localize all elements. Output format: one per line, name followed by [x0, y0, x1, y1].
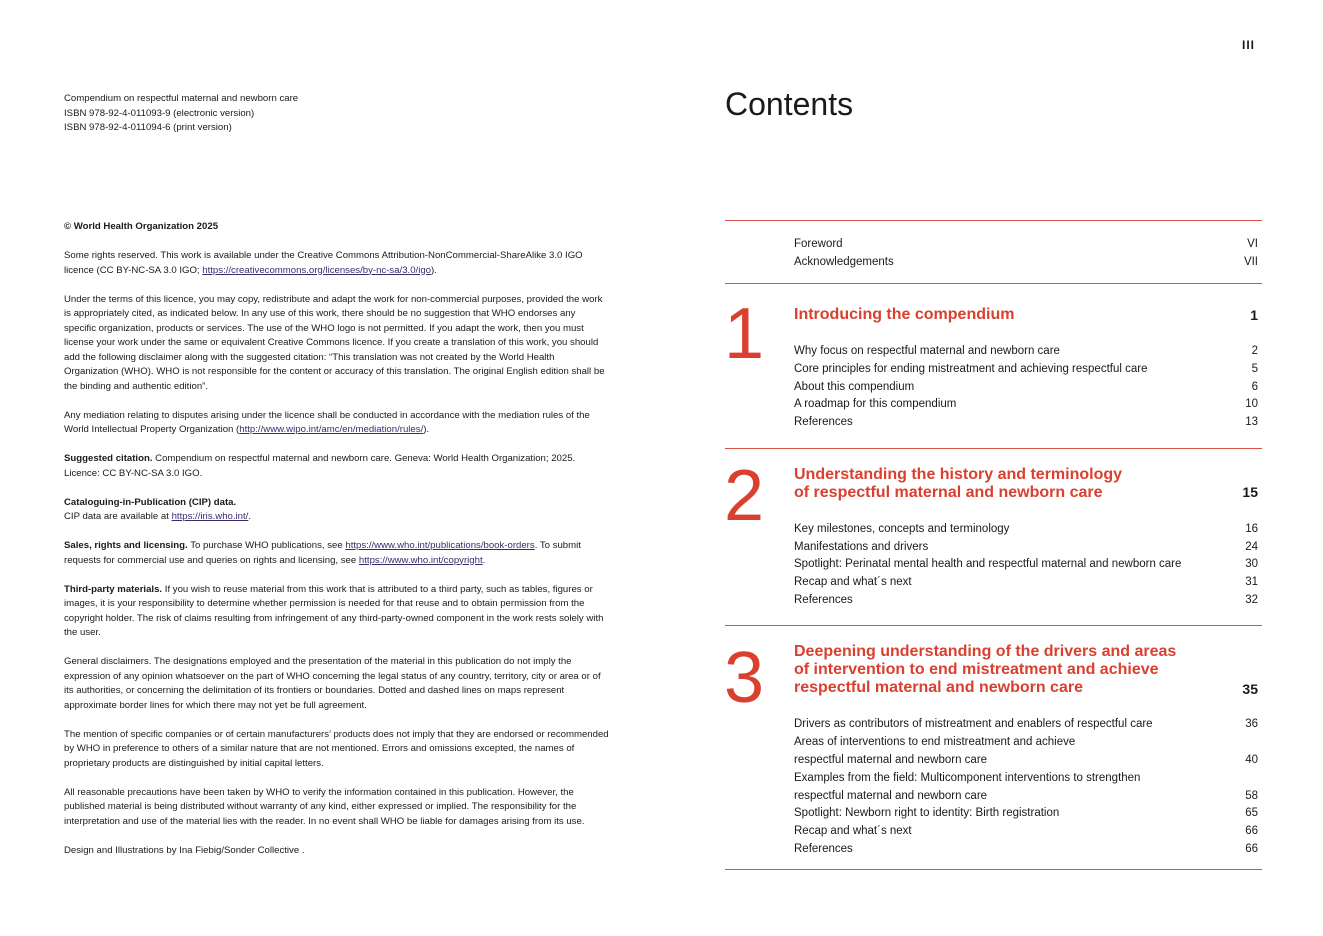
- copyright-link[interactable]: https://www.who.int/copyright: [358, 554, 483, 566]
- toc-entry-page: 6: [1251, 381, 1258, 393]
- toc-entry-page: 31: [1245, 576, 1258, 588]
- licence-terms-paragraph: Under the terms of this licence, you may copy, redistribute and adapt the work for non-commercial purposes, provided the work is appropriately cited, as indicated below. In any use of this work, there should be no suggestion that WHO endorses any specific organization, products or services. The use of the WHO logo is not permitted. If you adapt the work, then you must license your work under the same or equivalent Creative Commons licence. If you create a translation of this work, you should add the following disclaimer along with the suggested citation: “This translation was not created by the World Health Organization (WHO). WHO is not responsible for the content or accuracy of this translation. The original English edition shall be the binding and authentic edition”.: [64, 293, 605, 392]
- chapter-3-page: 35: [1242, 681, 1258, 697]
- chapter-title-line: respectful maternal and newborn care: [794, 679, 1083, 696]
- divider: [725, 283, 1262, 284]
- toc-entry[interactable]: [794, 591, 1258, 609]
- toc-entry[interactable]: [794, 378, 1258, 396]
- toc-entry[interactable]: [794, 804, 1258, 822]
- toc-entry[interactable]: [794, 555, 1258, 573]
- citation-text: Compendium on respectful maternal and newborn care. Geneva: World Health Organization; 2025. Licence: CC BY-NC-SA 3.0 IGO.: [64, 453, 576, 479]
- chapter-1-title[interactable]: [794, 306, 1194, 324]
- divider: [725, 448, 1262, 449]
- toc-entry-page: 66: [1245, 843, 1258, 855]
- chapter-2-title[interactable]: [794, 466, 1194, 502]
- chapter-title-line: Introducing the compendium: [794, 306, 1015, 323]
- contents-title: Contents: [725, 86, 854, 122]
- copyright-section: [64, 220, 609, 873]
- manufacturers-paragraph: The mention of specific companies or of certain manufacturers’ products does not imply that they are endorsed or recommended by WHO in preference to others of a similar nature that are not mentioned. Errors and omissions excepted, the names of proprietary products are distinguished by initial capital letters.: [64, 728, 609, 769]
- isbn-electronic: ISBN 978-92-4-011093-9 (electronic version): [64, 107, 255, 119]
- toc-entry-label: References: [794, 594, 853, 606]
- toc-entry-label: respectful maternal and newborn care: [794, 754, 988, 766]
- sales-text-1: To purchase WHO publications, see: [187, 540, 346, 551]
- rights-paragraph: [64, 249, 609, 278]
- toc-entry-label: Acknowledgements: [794, 256, 894, 268]
- disclaimer-paragraph: General disclaimers. The designations employed and the presentation of the material in this publication do not imply the expression of any opinion whatsoever on the part of WHO concerning the legal status of any country, territory, city or area or of its authorities, or concerning the delimitation of its frontiers or boundaries. Dotted and dashed lines on maps represent approximate border lines for which there may not yet be full agreement.: [64, 656, 601, 711]
- toc-entry[interactable]: [794, 733, 1258, 751]
- iris-link[interactable]: https://iris.who.int/: [171, 511, 249, 522]
- sales-label: Sales, rights and licensing.: [64, 540, 188, 551]
- toc-entry-label: References: [794, 416, 853, 428]
- toc-entry-label: Spotlight: Perinatal mental health and respectful maternal and newborn care: [794, 558, 1182, 570]
- chapter-title-line: Understanding the history and terminology: [794, 466, 1123, 483]
- toc-entry[interactable]: [794, 822, 1258, 840]
- toc-entry[interactable]: [794, 787, 1258, 805]
- mediation-paragraph: [64, 409, 609, 438]
- toc-entry-page: 13: [1245, 416, 1258, 428]
- toc-entry-label: Why focus on respectful maternal and newborn care: [794, 345, 1060, 357]
- toc-entry-label: Key milestones, concepts and terminology: [794, 523, 1010, 535]
- toc-entry-page: 30: [1245, 558, 1258, 570]
- toc-entry-foreword[interactable]: [794, 235, 1258, 253]
- chapter-1-page: 1: [1250, 307, 1258, 323]
- toc-entry-label: A roadmap for this compendium: [794, 398, 957, 410]
- toc-entry-label: About this compendium: [794, 381, 915, 393]
- divider: [725, 220, 1262, 221]
- chapter-title-line: of intervention to end mistreatment and achieve: [794, 661, 1159, 678]
- toc-entry-label: Drivers as contributors of mistreatment and enablers of respectful care: [794, 718, 1153, 730]
- cip-paragraph: [64, 496, 609, 525]
- citation-paragraph: [64, 452, 609, 481]
- toc-entry-page: 36: [1245, 718, 1258, 730]
- toc-entry-page: 66: [1245, 825, 1258, 837]
- chapter-1-number: 1: [724, 294, 765, 374]
- toc-entry-label: respectful maternal and newborn care: [794, 790, 988, 802]
- rights-text: Some rights reserved. This work is available under the Creative Commons Attribution-NonCommercial-ShareAlike 3.0 IGO licence (CC BY-NC-SA 3.0 IGO;: [64, 250, 583, 276]
- page-number: III: [1242, 38, 1256, 52]
- toc-entry-label: Manifestations and drivers: [794, 541, 929, 553]
- toc-entry-label: Recap and what´s next: [794, 825, 912, 837]
- chapter-title-line: of respectful maternal and newborn care: [794, 484, 1103, 501]
- copyright-heading: © World Health Organization 2025: [64, 221, 219, 232]
- isbn-block: [64, 92, 609, 136]
- toc-entry[interactable]: [794, 360, 1258, 378]
- toc-entry-acknowledgements[interactable]: [794, 253, 1258, 271]
- divider: [725, 625, 1262, 626]
- toc-entry[interactable]: [794, 413, 1258, 431]
- chapter-3-number: 3: [724, 638, 765, 718]
- toc-entry-page: 16: [1245, 523, 1258, 535]
- cip-label: Cataloguing-in-Publication (CIP) data.: [64, 496, 237, 508]
- chapter-3-title[interactable]: [794, 643, 1194, 697]
- toc-entry-page: 32: [1245, 594, 1258, 606]
- cc-license-link[interactable]: https://creativecommons.org/licenses/by-nc-sa/3.0/igo: [202, 264, 432, 276]
- toc-entry[interactable]: [794, 342, 1258, 360]
- toc-entry-label: Core principles for ending mistreatment and achieving respectful care: [794, 363, 1148, 375]
- toc-entry[interactable]: [794, 538, 1258, 556]
- cip-text: CIP data are available at: [64, 511, 172, 522]
- book-orders-link[interactable]: https://www.who.int/publications/book-orders: [345, 540, 535, 551]
- toc-entry-page: 10: [1245, 398, 1258, 410]
- toc-entry[interactable]: [794, 769, 1258, 787]
- publication-title: Compendium on respectful maternal and newborn care: [64, 93, 299, 104]
- divider: [725, 869, 1262, 870]
- isbn-print: ISBN 978-92-4-011094-6 (print version): [64, 122, 232, 133]
- toc-entry-page: VI: [1247, 238, 1258, 250]
- third-party-label: Third-party materials.: [64, 583, 163, 595]
- sales-text-2: . To submit requests for commercial use and queries on rights and licensing, see: [64, 540, 581, 566]
- toc-entry[interactable]: [794, 751, 1258, 769]
- toc-entry-label: References: [794, 843, 853, 855]
- third-party-paragraph: [64, 583, 609, 641]
- toc-entry[interactable]: [794, 520, 1258, 538]
- chapter-2-number: 2: [724, 456, 765, 536]
- toc-entry-label: Foreword: [794, 238, 843, 250]
- third-party-text: If you wish to reuse material from this work that is attributed to a third party, such as tables, figures or images, it is your responsibility to determine whether permission is needed for that reuse and to obtain permission from the copyright holder. The risk of claims resulting from infringement of any third-party-owned component in the work rests solely with the user.: [64, 583, 604, 638]
- toc-entry[interactable]: [794, 395, 1258, 413]
- rights-end: ).: [431, 264, 437, 276]
- cip-end: .: [248, 511, 252, 522]
- toc-entry-label: Areas of interventions to end mistreatment and achieve: [794, 736, 1076, 748]
- sales-paragraph: [64, 539, 609, 568]
- sales-end: .: [482, 554, 486, 566]
- mediation-text: Any mediation relating to disputes arising under the licence shall be conducted in accordance with the mediation rules of the World Intellectual Property Organization (: [64, 409, 590, 435]
- toc-entry-page: 24: [1245, 541, 1258, 553]
- precautions-paragraph: All reasonable precautions have been taken by WHO to verify the information contained in this publication. However, the published material is being distributed without warranty of any kind, either expressed or implied. The responsibility for the interpretation and use of the material lies with the reader. In no event shall WHO be liable for damages arising from its use.: [64, 786, 585, 827]
- wipo-link[interactable]: http://www.wipo.int/amc/en/mediation/rules/: [239, 424, 424, 435]
- design-credit: Design and Illustrations by Ina Fiebig/Sonder Collective .: [64, 844, 305, 856]
- toc-entry-page: 40: [1245, 754, 1258, 766]
- toc-entry[interactable]: [794, 573, 1258, 591]
- citation-label: Suggested citation.: [64, 453, 153, 464]
- chapter-title-line: Deepening understanding of the drivers and areas: [794, 643, 1177, 660]
- toc-entry-label: Examples from the field: Multicomponent interventions to strengthen: [794, 772, 1141, 784]
- toc-entry-page: VII: [1243, 256, 1258, 268]
- toc-entry[interactable]: [794, 840, 1258, 858]
- toc-entry-page: 58: [1245, 790, 1258, 802]
- toc-entry-label: Spotlight: Newborn right to identity: Birth registration: [794, 807, 1060, 819]
- toc-entry-label: Recap and what´s next: [794, 576, 912, 588]
- toc-entry-page: 2: [1251, 345, 1258, 357]
- mediation-end: ).: [423, 424, 430, 435]
- toc-entry-page: 65: [1245, 807, 1258, 819]
- toc-entry-page: 5: [1251, 363, 1258, 375]
- toc-entry[interactable]: [794, 715, 1258, 733]
- chapter-2-page: 15: [1242, 484, 1258, 500]
